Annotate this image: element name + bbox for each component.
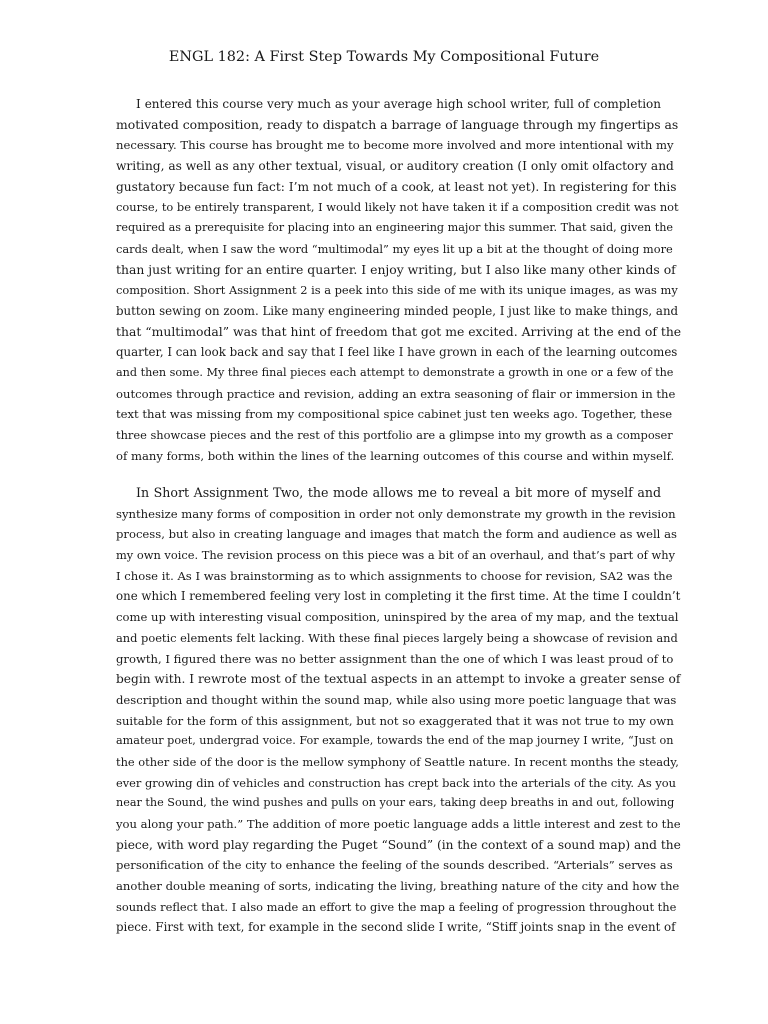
text-line: that “multimodal” was that hint of freedom that got me excited. Arriving at the end of the bbox=[116, 323, 682, 339]
text-line: personification of the city to enhance the feeling of the sounds described. “Arterials” serves as bbox=[116, 858, 673, 873]
text-line: button sewing on zoom. Like many engineering minded people, I just like to make things, and bbox=[116, 303, 679, 318]
text-line: In Short Assignment Two, the mode allows me to reveal a bit more of myself and bbox=[136, 485, 661, 500]
text-line: growth, I figured there was no better assignment than the one of which I was least proud of to bbox=[116, 651, 674, 666]
text-line: outcomes through practice and revision, adding an extra seasoning of flair or immersion in the bbox=[116, 386, 676, 401]
text-line: piece. First with text, for example in the second slide I write, “Stiff joints snap in the event of bbox=[116, 920, 676, 935]
text-line: cards dealt, when I saw the word “multimodal” my eyes lit up a bit at the thought of doing more bbox=[116, 241, 673, 256]
text-line: and then some. My three final pieces each attempt to demonstrate a growth in one or a few of the bbox=[116, 365, 674, 379]
text-line: required as a prerequisite for placing into an engineering major this summer. That said, given the bbox=[116, 221, 674, 235]
text-line: one which I remembered feeling very lost in completing it the first time. At the time I couldn’t bbox=[116, 589, 681, 604]
text-line: synthesize many forms of composition in order not only demonstrate my growth in the revision bbox=[116, 506, 676, 521]
text-line: and poetic elements felt lacking. With these final pieces largely being a showcase of revision and bbox=[116, 630, 678, 645]
text-line: I entered this course very much as your average high school writer, full of completion bbox=[136, 97, 661, 111]
text-line: motivated composition, ready to dispatch a barrage of language through my fingertips as bbox=[116, 116, 679, 132]
text-line: necessary. This course has brought me to become more involved and more intentional with my bbox=[116, 138, 674, 153]
text-line: three showcase pieces and the rest of this portfolio are a glimpse into my growth as a composer bbox=[116, 428, 673, 442]
text-line: begin with. I rewrote most of the textual aspects in an attempt to invoke a greater sense of bbox=[116, 672, 681, 687]
text-line: come up with interesting visual composition, uninspired by the area of my map, and the textual bbox=[116, 610, 679, 625]
text-line: process, but also in creating language and images that match the form and audience as well as bbox=[116, 527, 677, 542]
text-line: suitable for the form of this assignment, but not so exaggerated that it was not true to my own bbox=[116, 713, 674, 728]
document-title: ENGL 182: A First Step Towards My Compositional Future bbox=[168, 49, 600, 65]
paragraph bbox=[116, 483, 681, 938]
text-line: description and thought within the sound map, while also using more poetic language that was bbox=[116, 692, 677, 707]
text-line: than just writing for an entire quarter. I enjoy writing, but I also like many other kinds of bbox=[116, 261, 676, 277]
text-line: quarter, I can look back and say that I feel like I have grown in each of the learning outcomes bbox=[116, 345, 678, 360]
text-line: the other side of the door is the mellow symphony of Seattle nature. In recent months the steady, bbox=[116, 754, 679, 769]
text-line: gustatory because fun fact: I’m not much of a cook, at least not yet). In registering for this bbox=[116, 179, 677, 194]
text-line: ever growing din of vehicles and construction has crept back into the arterials of the city. As you bbox=[116, 775, 676, 790]
text-line: amateur poet, undergrad voice. For example, towards the end of the map journey I write, “Just on bbox=[116, 734, 674, 748]
text-line: near the Sound, the wind pushes and pulls on your ears, taking deep breaths in and out, following bbox=[116, 796, 675, 810]
text-line: of many forms, both within the lines of the learning outcomes of this course and within myself. bbox=[116, 448, 675, 463]
text-line: my own voice. The revision process on this piece was a bit of an overhaul, and that’s part of why bbox=[116, 548, 676, 563]
text-line: you along your path.” The addition of more poetic language adds a little interest and zest to the bbox=[116, 817, 681, 831]
text-line: course, to be entirely transparent, I would likely not have taken it if a composition credit was not bbox=[116, 200, 679, 215]
text-line: piece, with word play regarding the Puget “Sound” (in the context of a sound map) and the bbox=[116, 837, 681, 852]
text-line: sounds reflect that. I also made an effort to give the map a feeling of progression throughout the bbox=[116, 899, 677, 914]
text-line: another double meaning of sorts, indicating the living, breathing nature of the city and how the bbox=[116, 879, 680, 894]
text-line: I chose it. As I was brainstorming as to which assignments to choose for revision, SA2 was the bbox=[116, 568, 673, 583]
paragraph bbox=[116, 94, 682, 466]
text-line: composition. Short Assignment 2 is a peek into this side of me with its unique images, as was my bbox=[116, 283, 678, 298]
text-line: writing, as well as any other textual, visual, or auditory creation (I only omit olfactory and bbox=[116, 159, 674, 174]
text-line: text that was missing from my compositional spice cabinet just ten weeks ago. Together, these bbox=[116, 407, 673, 422]
